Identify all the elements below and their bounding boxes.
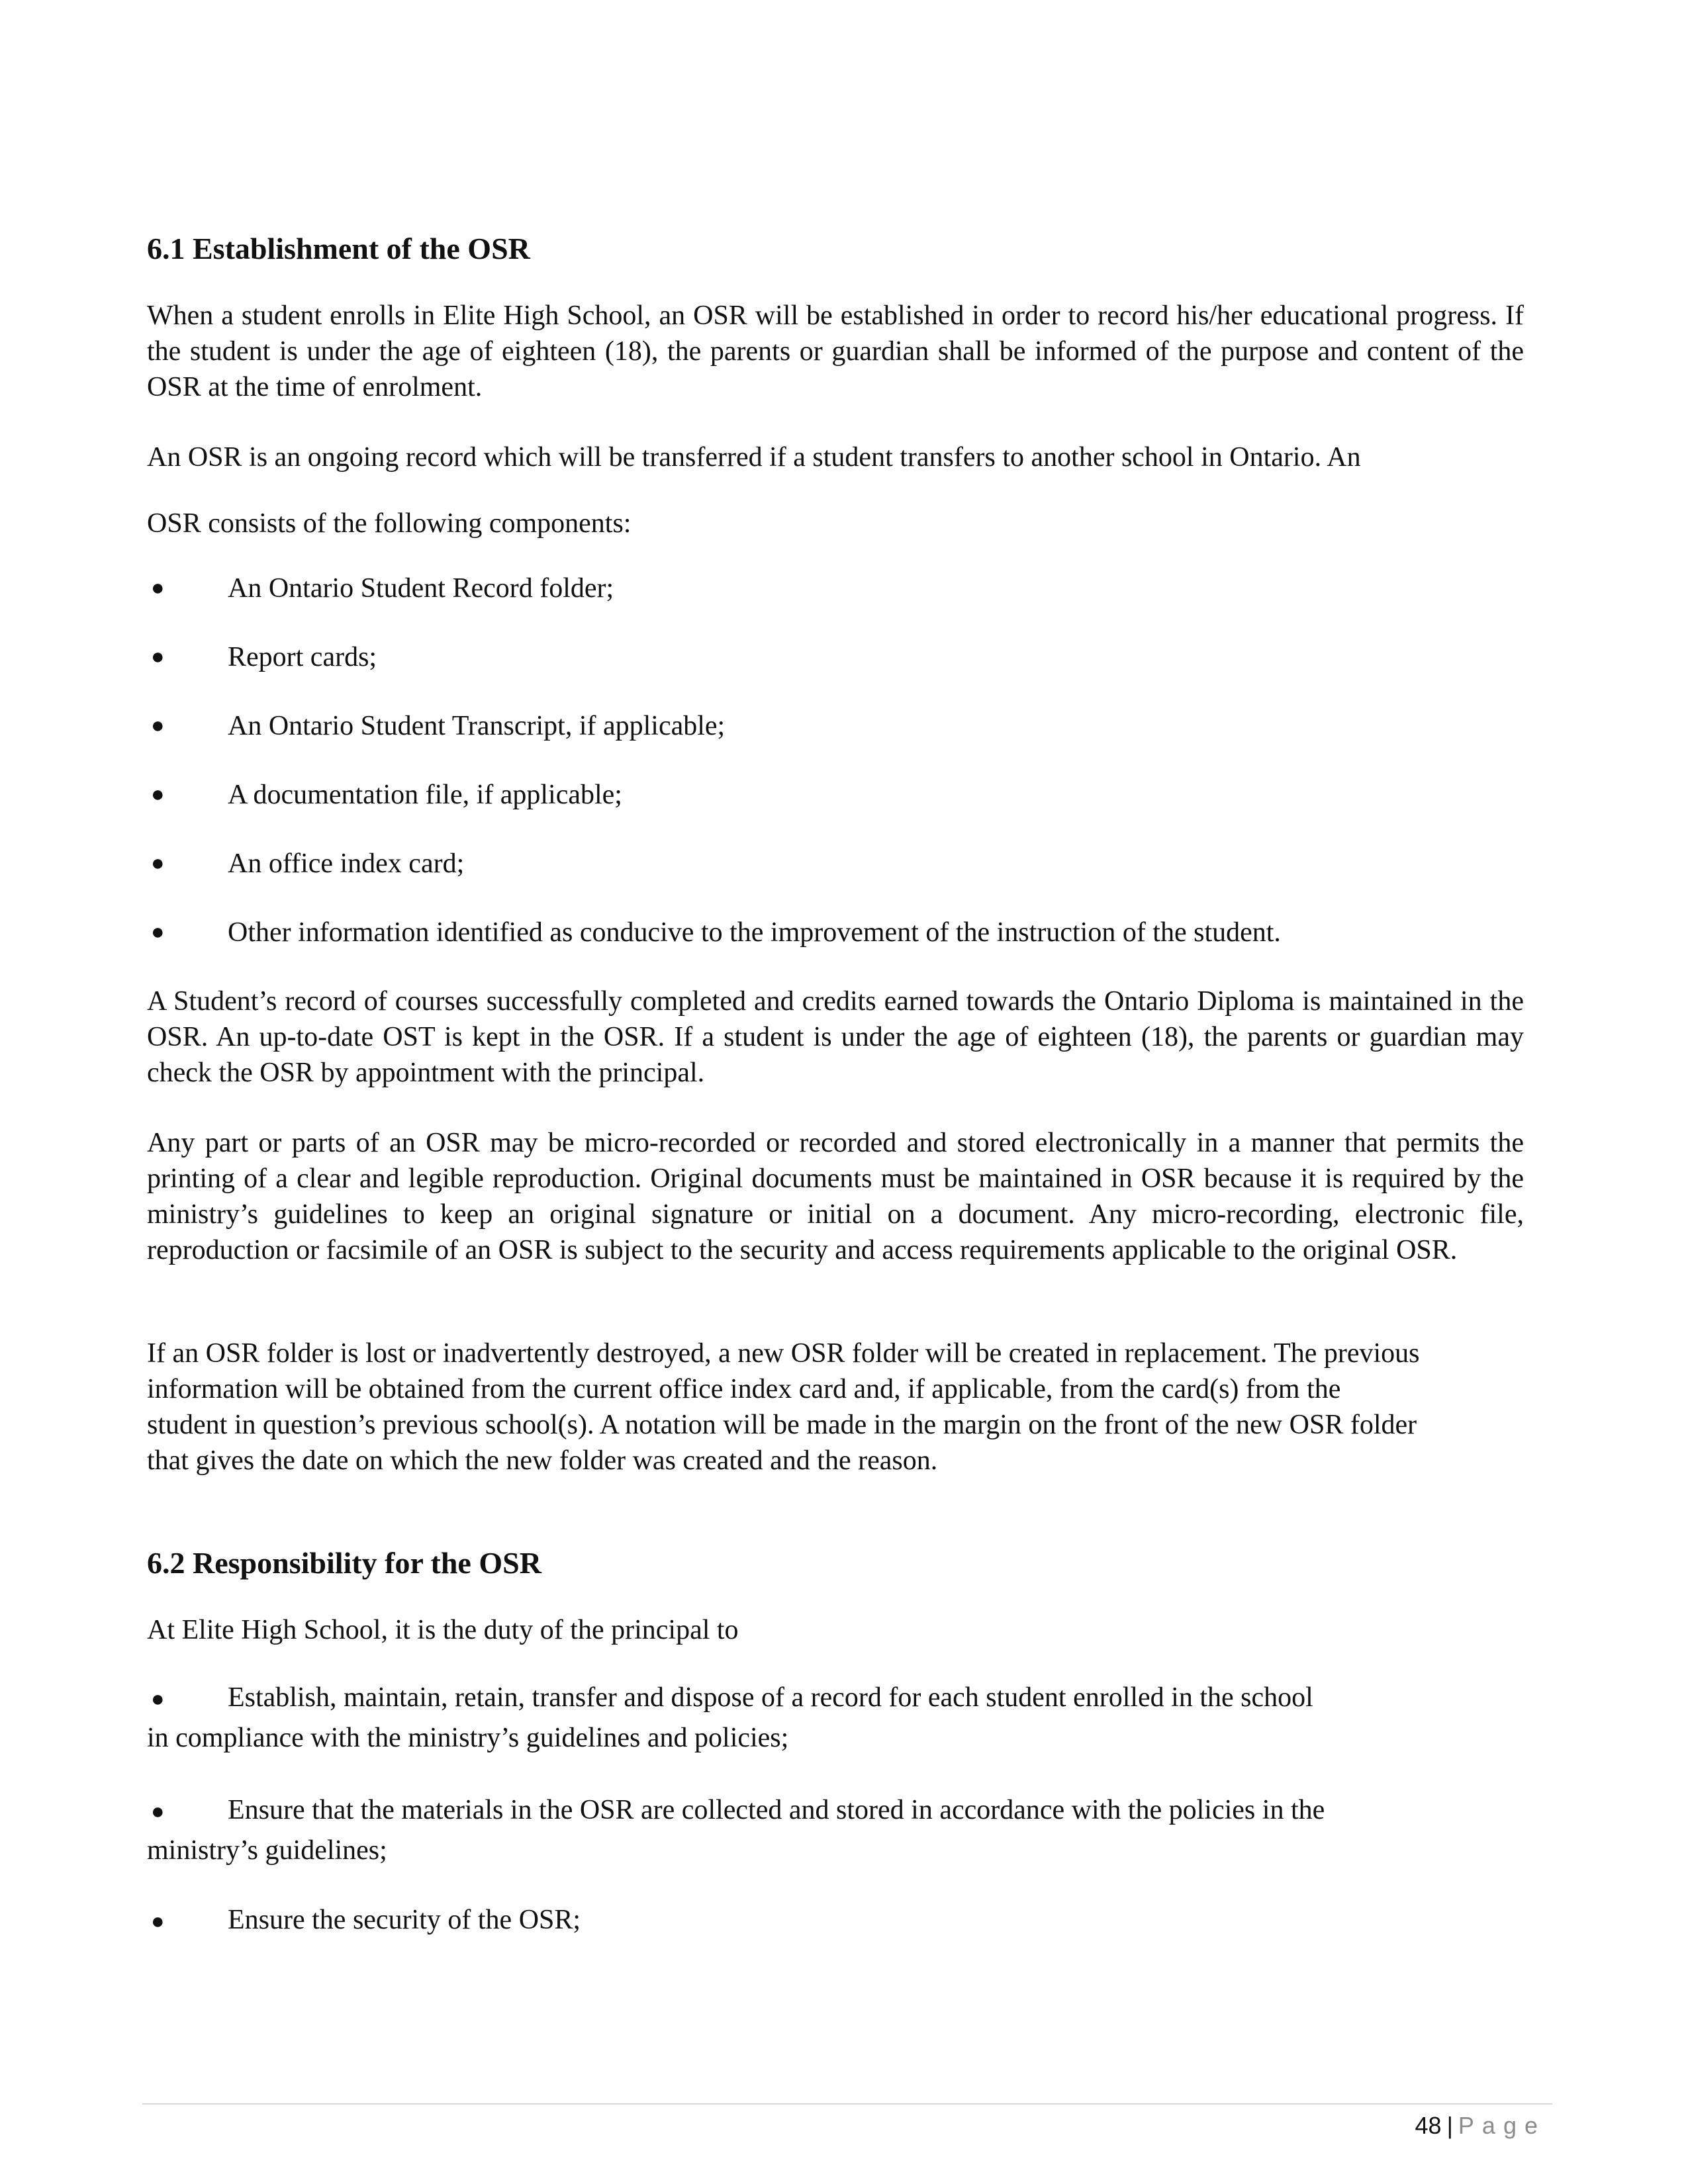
list-item-text: Ensure the security of the OSR; <box>228 1905 581 1935</box>
footer-divider <box>142 2103 1552 2105</box>
list-item-text: An office index card; <box>228 848 465 879</box>
paragraph-micro-recording: Any part or parts of an OSR may be micro-recorded or recorded and stored electronically in a manner that permits the printing of a clear and legible reproduction. Original documents must be maintained in OSR because it is required by the ministry’s guidelines to keep an original signature or initial on a document. Any micro-recording, electronic file, reproduction or facsimile of an OSR is subject to the security and access requirements applicable to the original OSR. <box>147 1128 1524 1265</box>
list-item-line <box>147 1901 1524 1941</box>
page-label: Page <box>1458 2112 1546 2139</box>
paragraph-components-intro: OSR consists of the following components: <box>147 508 632 539</box>
bullet-icon: ● <box>151 1687 165 1711</box>
bullet-icon: ● <box>151 1909 165 1934</box>
list-item-continuation: ministry’s guidelines; <box>147 1835 387 1866</box>
footer-separator: | <box>1446 2112 1453 2139</box>
list-item-text: An Ontario Student Transcript, if applicable; <box>228 711 726 741</box>
list-item-text: Ensure that the materials in the OSR are collected and stored in accordance with the policies in the <box>228 1795 1325 1825</box>
list-item <box>147 1791 1524 1870</box>
page-footer <box>1415 2110 1546 2142</box>
paragraph-line: information will be obtained from the current office index card and, if applicable, from the card(s) from the <box>147 1374 1341 1404</box>
list-item <box>147 1678 1524 1757</box>
list-item-continuation: in compliance with the ministry’s guidelines and policies; <box>147 1723 789 1753</box>
list-item-text: A documentation file, if applicable; <box>228 780 622 810</box>
bullet-icon: ● <box>151 576 165 600</box>
list-item-text: Establish, maintain, retain, transfer and dispose of a record for each student enrolled in the school <box>228 1682 1313 1713</box>
paragraph-lost-folder <box>147 1336 1524 1479</box>
bullet-icon: ● <box>151 782 165 807</box>
list-item-text: Report cards; <box>228 642 377 672</box>
section-heading-6-2: 6.2 Responsibility for the OSR <box>147 1546 541 1580</box>
bullet-icon: ● <box>151 851 165 876</box>
bullet-icon: ● <box>151 645 165 669</box>
list-item-line <box>147 1791 1524 1831</box>
list-item <box>147 1901 1524 1941</box>
bullet-icon: ● <box>151 1799 165 1824</box>
paragraph-line: student in question’s previous school(s). A notation will be made in the margin on the front of the new OSR folder <box>147 1410 1417 1440</box>
paragraph-line: that gives the date on which the new folder was created and the reason. <box>147 1445 938 1476</box>
list-item-text: An Ontario Student Record folder; <box>228 573 614 604</box>
page-number: 48 <box>1415 2112 1442 2139</box>
paragraph-ongoing-record: An OSR is an ongoing record which will be transferred if a student transfers to another school in Ontario. An <box>147 442 1361 473</box>
section-heading-6-1: 6.1 Establishment of the OSR <box>147 232 530 265</box>
paragraph-establishment: When a student enrolls in Elite High School, an OSR will be established in order to record his/her educational progress. If the student is under the age of eighteen (18), the parents or guardian shall be informed of the purpose and content of the OSR at the time of enrolment. <box>147 300 1524 402</box>
paragraph-line: If an OSR folder is lost or inadvertently destroyed, a new OSR folder will be created in replacement. The previous <box>147 1338 1420 1369</box>
bullet-icon: ● <box>151 713 165 738</box>
list-item-text: Other information identified as conducive to the improvement of the instruction of the student. <box>228 917 1281 948</box>
paragraph-student-record: A Student’s record of courses successfully completed and credits earned towards the Ontario Diploma is maintained in the OSR. An up-to-date OST is kept in the OSR. If a student is under the age of eighteen (18), the parents or guardian may check the OSR by appointment with the principal. <box>147 986 1524 1088</box>
list-item-line <box>147 1678 1524 1719</box>
bullet-icon: ● <box>151 920 165 944</box>
paragraph-principal-duty: At Elite High School, it is the duty of the principal to <box>147 1615 739 1645</box>
